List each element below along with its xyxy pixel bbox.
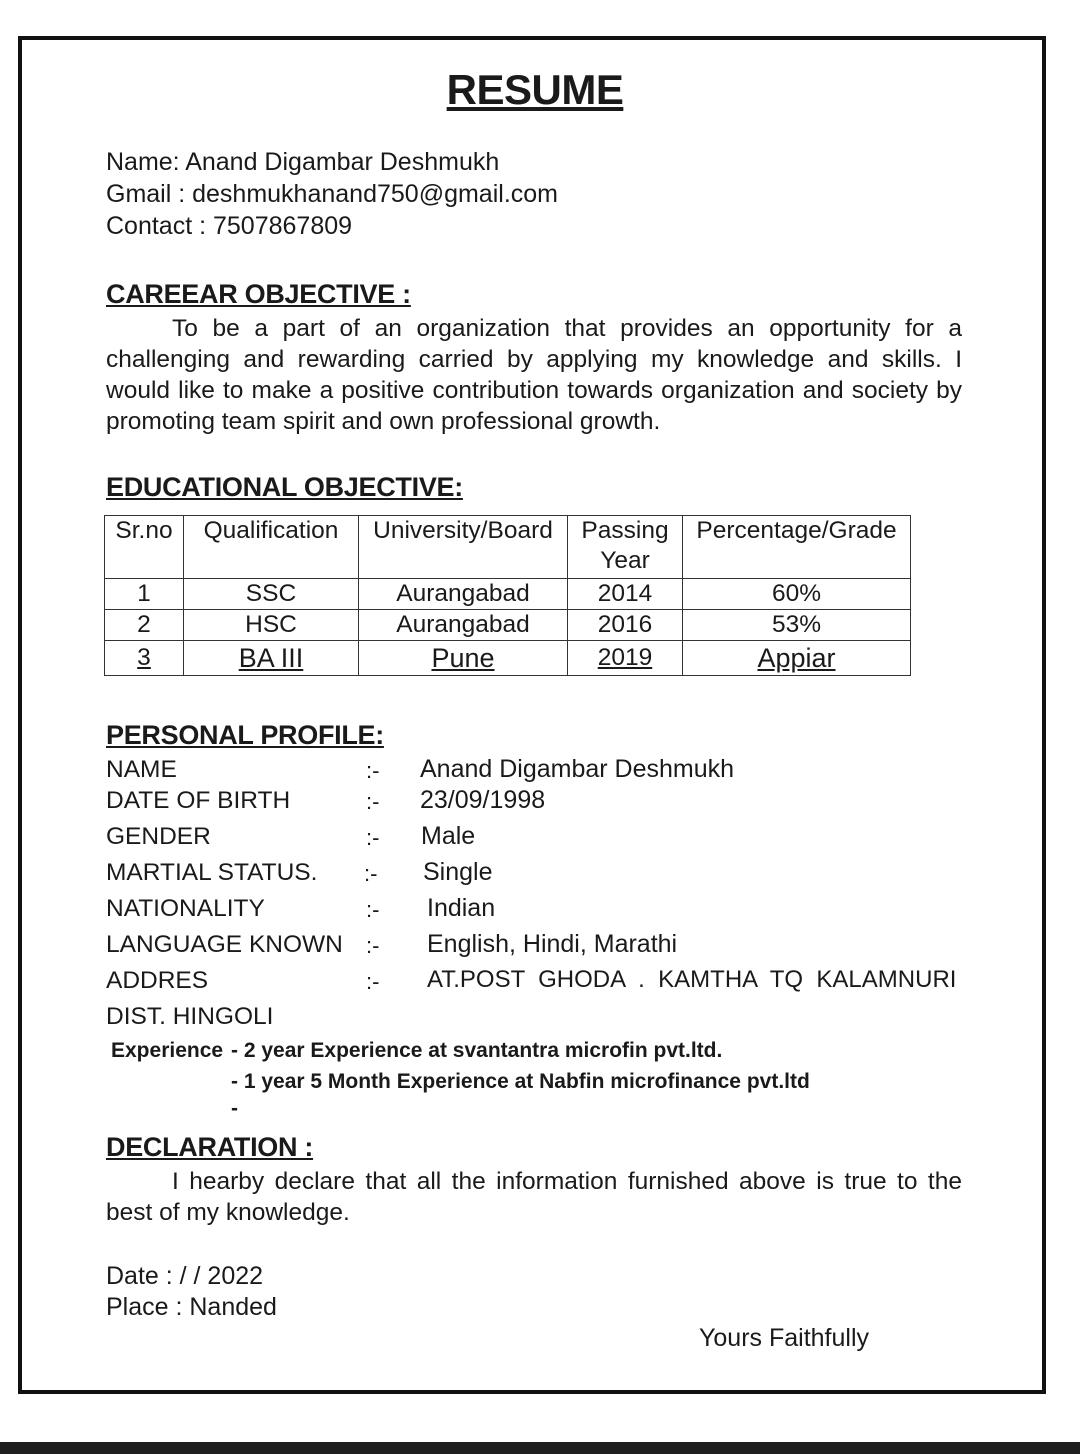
address-continuation: DIST. HINGOLI [106,1003,274,1030]
table-cell: Aurangabad [359,610,568,641]
profile-label-nationality: NATIONALITY [106,895,265,922]
place-line: Place : Nanded [106,1293,277,1321]
profile-label-address: ADDRES [106,967,209,994]
table-cell: 2014 [568,579,683,610]
table-cell: 1 [105,579,184,610]
declaration-body: I hearby declare that all the information furnished above is true to the best of my knowledge. [106,1168,962,1226]
column-header: Qualification [184,516,359,579]
career-objective-body: To be a part of an organization that provides an opportunity for a challenging and rewarding carried by applying my knowledge and skills. I would like to make a positive contribution towards organization and society by promoting team spirit and own professional growth. [106,315,962,435]
table-cell: BA III [184,641,359,676]
table-row [105,641,911,676]
bottom-bar [0,1442,1080,1454]
resume-title: RESUME [446,66,624,113]
profile-value-nationality: Indian [427,894,496,922]
education-table [104,515,911,676]
table-row [105,610,911,641]
table-row [105,579,911,610]
table-cell: Aurangabad [359,579,568,610]
experience-label: Experience [111,1039,224,1062]
profile-separator: :- [364,861,378,886]
column-header: Percentage/Grade [683,516,911,579]
experience-item: - [231,1097,238,1120]
profile-separator: :- [366,897,380,922]
profile-label-languages: LANGUAGE KNOWN [106,931,343,958]
table-cell: 3 [105,641,184,676]
profile-separator: :- [366,789,380,814]
table-cell: 2016 [568,610,683,641]
education-header-row [105,516,911,579]
profile-label-name: NAME [106,756,177,783]
table-cell: HSC [184,610,359,641]
profile-value-gender: Male [421,822,476,850]
table-cell: Pune [359,641,568,676]
profile-separator: :- [366,933,380,958]
table-cell: 2 [105,610,184,641]
table-cell: 2019 [568,641,683,676]
experience-item: - 1 year 5 Month Experience at Nabfin microfinance pvt.ltd [231,1070,810,1093]
profile-value-address: AT.POST GHODA . KAMTHA TQ KALAMNURI [427,966,957,993]
column-header: University/Board [359,516,568,579]
table-cell: 53% [683,610,911,641]
table-cell: Appiar [683,641,911,676]
profile-value-languages: English, Hindi, Marathi [427,930,678,958]
column-header: Passing Year [568,516,683,579]
name-line: Name: Anand Digambar Deshmukh [106,148,500,176]
table-cell: 60% [683,579,911,610]
gmail-line: Gmail : deshmukhanand750@gmail.com [106,180,558,208]
profile-value-name: Anand Digambar Deshmukh [420,755,735,783]
closing-line: Yours Faithfully [699,1324,869,1352]
profile-separator: :- [366,758,380,783]
date-line: Date : / / 2022 [106,1262,264,1290]
column-header: Sr.no [105,516,184,579]
table-cell: SSC [184,579,359,610]
education-heading: EDUCATIONAL OBJECTIVE: [106,472,463,502]
declaration-text [106,1166,962,1228]
profile-value-marital-status: Single [423,858,493,886]
profile-separator: :- [366,825,380,850]
contact-line: Contact : 7507867809 [106,212,353,240]
profile-value-dob: 23/09/1998 [420,786,546,814]
profile-label-marital-status: MARTIAL STATUS. [106,859,318,886]
declaration-heading: DECLARATION : [106,1132,314,1162]
career-objective-heading: CAREEAR OBJECTIVE : [106,279,411,309]
profile-label-gender: GENDER [106,823,211,850]
profile-label-dob: DATE OF BIRTH [106,787,291,814]
profile-separator: :- [366,969,380,994]
experience-item: - 2 year Experience at svantantra microfin pvt.ltd. [231,1039,723,1062]
career-objective-text [106,313,962,437]
personal-profile-heading: PERSONAL PROFILE: [106,720,384,750]
